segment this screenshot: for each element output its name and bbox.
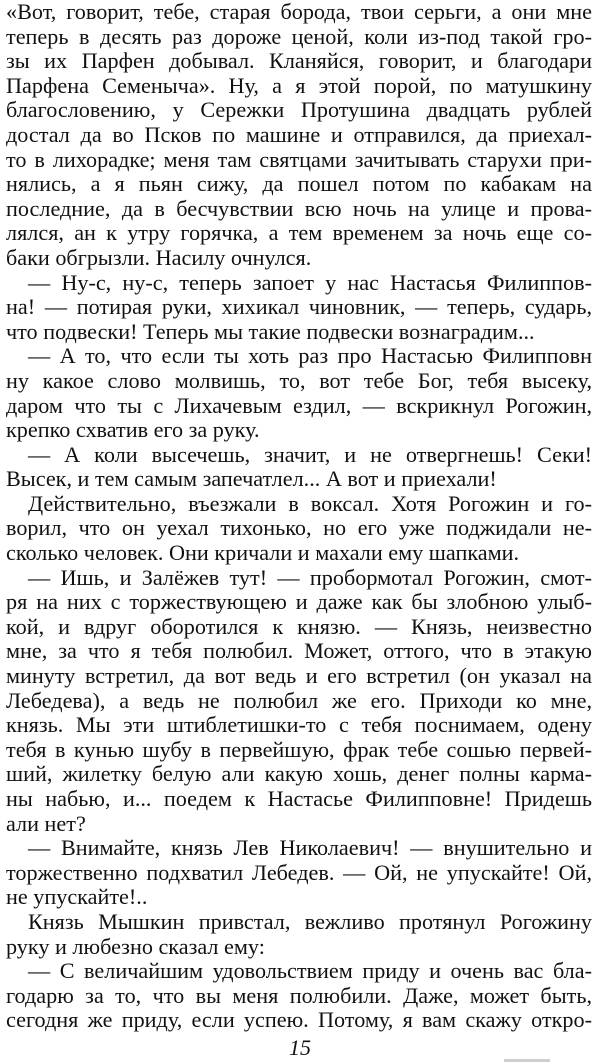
text-line: нялись, а я пьян сижу, да пошел потом по кабакам на: [6, 171, 592, 197]
text-line: ря на них с торжествующею и даже как бы злобною улыб-: [6, 589, 592, 615]
text-line: даром что ты с Лихачевым ездил, — вскрикнул Рогожин,: [6, 392, 592, 418]
text-line: минуту встретил, да вот ведь и его встретил (он указал на: [6, 663, 592, 689]
text-line: руку и любезно сказал ему:: [6, 933, 265, 959]
text-line: баки обгрызли. Насилу очнулся.: [6, 244, 312, 270]
text-line: — А то, что если ты хоть раз про Настасью Филипповн: [28, 343, 592, 369]
text-line: «Вот, говорит, тебе, старая борода, твои серьги, а они мне: [6, 0, 592, 24]
text-line: ны набью, и... поедем к Настасье Филипповне! Придешь: [6, 786, 592, 811]
text-line: — А коли высечешь, значит, и не отвергнешь! Секи!: [28, 441, 592, 467]
text-line: Князь Мышкин привстал, вежливо протянул Рогожину: [28, 908, 592, 934]
text-line: то в лихорадке; меня там святцами зачитывать старухи при-: [6, 146, 592, 172]
text-line: на! — потирая руки, хихикал чиновник, — теперь, сударь,: [6, 294, 592, 320]
text-line: кой, и вдруг оборотился к князю. — Князь, неизвестно: [6, 613, 592, 639]
text-line: лялся, ан к утру горячка, а тем временем за ночь еще со-: [6, 220, 592, 246]
page-number: 15: [289, 1035, 311, 1060]
text-line: князь. Мы эти штиблетишки-то с тебя поснимаем, одену: [6, 712, 592, 738]
text-line: ну какое слово молвишь, то, вот тебе Бог, тебя высеку,: [6, 367, 592, 393]
text-line: сегодня же приду, если успею. Потому, я вам скажу откро-: [6, 1007, 592, 1033]
footer-mark: [504, 1059, 550, 1062]
text-line: ворил, что он уехал тихонько, но его уже поджидали не-: [6, 515, 592, 541]
text-line: сколько человек. Они кричали и махали ему шапками.: [6, 540, 520, 566]
text-line: годарю за то, что вы меня полюбили. Даже, может быть,: [6, 982, 592, 1008]
text-line: теперь в десять раз дороже ценой, коли из-под такой гро-: [6, 23, 592, 49]
text-column: [6, 0, 592, 1033]
text-line: последние, да в бесчувствии всю ночь на улице и прова-: [6, 195, 592, 221]
text-line: — С величайшим удовольствием приду и очень вас бла-: [28, 958, 592, 984]
text-line: благословению, у Сережки Протушина двадцать рублей: [6, 97, 592, 123]
text-line: что подвески! Теперь мы такие подвески вознаградим...: [6, 318, 535, 344]
text-line: мне, за что я тебя полюбил. Может, оттого, что в этакую: [6, 638, 592, 664]
text-line: торжественно подхватил Лебедев. — Ой, не упускайте! Ой,: [6, 859, 592, 885]
text-line: Лебедева), а ведь не полюбил же его. Приходи ко мне,: [6, 687, 592, 713]
text-line: Высек, и тем самым запечатлел... А вот и приехали!: [6, 466, 497, 492]
text-line: ший, жилетку белую али какую хошь, денег полны карма-: [6, 761, 592, 787]
text-line: зы их Парфен добывал. Кланяйся, говорит, и благодари: [6, 48, 592, 74]
text-line: — Ну-с, ну-с, теперь запоет у нас Настасья Филиппов-: [28, 269, 592, 295]
text-line: — Ишь, и Залёжев тут! — пробормотал Рогожин, смот-: [28, 564, 592, 590]
text-line: али нет?: [6, 810, 86, 836]
text-line: достал да во Псков по машине и отправился, да приехал-: [6, 121, 592, 147]
text-line: крепко схватив его за руку.: [6, 417, 260, 443]
text-line: Действительно, въезжали в воксал. Хотя Рогожин и го-: [28, 490, 592, 516]
text-line: тебя в кунью шубу в первейшую, фрак тебе сошью первей-: [6, 736, 592, 762]
text-line: — Внимайте, князь Лев Николаевич! — внушительно и: [28, 835, 592, 861]
text-line: не упускайте!..: [6, 884, 148, 910]
text-line: Парфена Семеныча». Ну, а я этой порой, по матушкину: [6, 72, 592, 98]
